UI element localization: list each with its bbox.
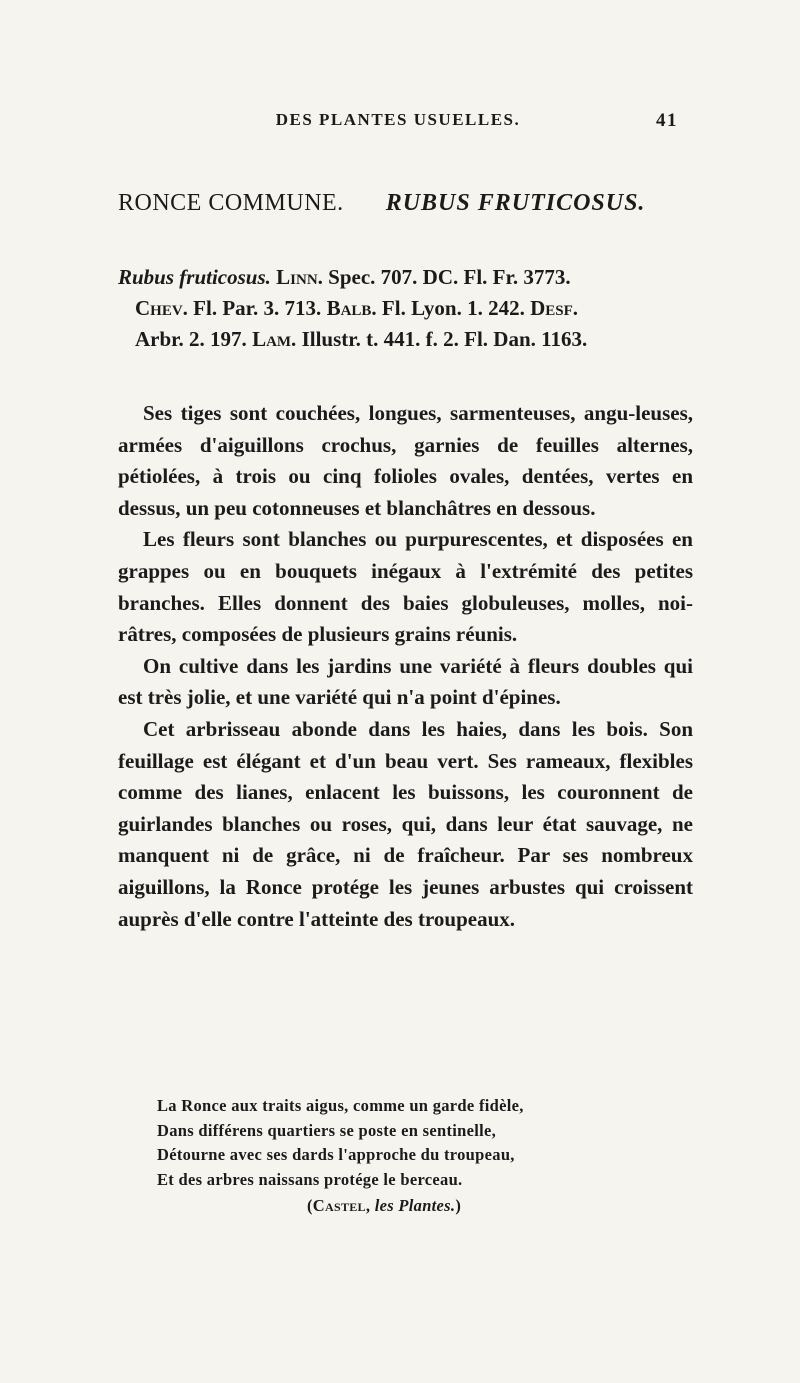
synonymy-ref: Illustr. t. 441. f. 2. Fl. Dan. 1163. <box>296 327 588 351</box>
synonymy-line-2 <box>118 293 693 324</box>
synonymy-ref: Arbr. 2. 197. <box>135 327 253 351</box>
poem-attribution <box>157 1194 677 1219</box>
paragraph-habitat: Cet arbrisseau abonde dans les haies, dans les bois. Son feuillage est élégant et d'un beau vert. Ses rameaux, flexibles comme des lianes, enlacent les buissons, les couronnent de guirlandes blanches ou roses, qui, dans leur état sauvage, ne manquent ni de grâce, ni de fraîcheur. Par ses nombreux aiguillons, la Ronce protége les jeunes arbustes qui croissent auprès d'elle contre l'atteinte des troupeaux. <box>118 716 693 931</box>
synonymy-author: Lam. <box>252 327 297 351</box>
synonymy-line-3 <box>118 324 693 355</box>
synonymy-author: Balb. <box>326 296 377 320</box>
synonymy-ref: Spec. 707. DC. Fl. Fr. 3773. <box>322 265 571 289</box>
attribution-paren-close: ) <box>455 1196 462 1216</box>
poem-line: Détourne avec ses dards l'approche du troupeau, <box>157 1145 515 1165</box>
synonymy-ref: Fl. Par. 3. 713. <box>187 296 327 320</box>
running-title: DES PLANTES USUELLES. <box>275 110 521 129</box>
poem-line: Dans différens quartiers se poste en sentinelle, <box>157 1120 497 1140</box>
running-header <box>118 110 678 130</box>
synonymy-author: Chev. <box>135 296 188 320</box>
attribution-author: Castel <box>312 1196 366 1216</box>
attribution-separator: , <box>365 1196 375 1216</box>
attribution-paren-open: ( <box>307 1196 313 1216</box>
synonymy-author: Linn. <box>276 265 323 289</box>
paragraph-cultivation: On cultive dans les jardins une variété à fleurs doubles qui est très jolie, et une variété qui n'a point d'épines. <box>118 653 693 710</box>
description-text <box>118 398 693 935</box>
entry-title <box>118 190 688 217</box>
synonymy-species: Rubus fruticosus. <box>118 265 271 289</box>
paragraph-stems: Ses tiges sont couchées, longues, sarmenteuses, angu-leuses, armées d'aiguillons crochus, garnies de feuilles alternes, pétiolées, à trois ou cinq folioles ovales, dentées, vertes en dessus, un peu cotonneuses et blanchâtres en dessous. <box>118 401 693 520</box>
french-name: RONCE COMMUNE. <box>118 190 344 216</box>
synonymy-ref: Fl. Lyon. 1. 242. <box>376 296 531 320</box>
poem-line: Et des arbres naissans protége le berceau. <box>157 1169 463 1189</box>
page-number: 41 <box>656 110 678 131</box>
poem-quotation <box>157 1094 677 1219</box>
synonymy-author: Desf. <box>530 296 579 320</box>
latin-name: RUBUS FRUTICOSUS. <box>385 190 646 216</box>
synonymy-block <box>118 262 693 355</box>
poem-line: La Ronce aux traits aigus, comme un garde fidèle, <box>157 1096 524 1115</box>
synonymy-line-1 <box>118 262 693 293</box>
attribution-work: les Plantes. <box>374 1196 456 1216</box>
paragraph-flowers: Les fleurs sont blanches ou purpurescentes, et disposées en grappes ou en bouquets inégaux à l'extrémité des petites branches. Elles donnent des baies globuleuses, molles, noi-râtres, composées de plusieurs grains réunis. <box>118 527 693 647</box>
